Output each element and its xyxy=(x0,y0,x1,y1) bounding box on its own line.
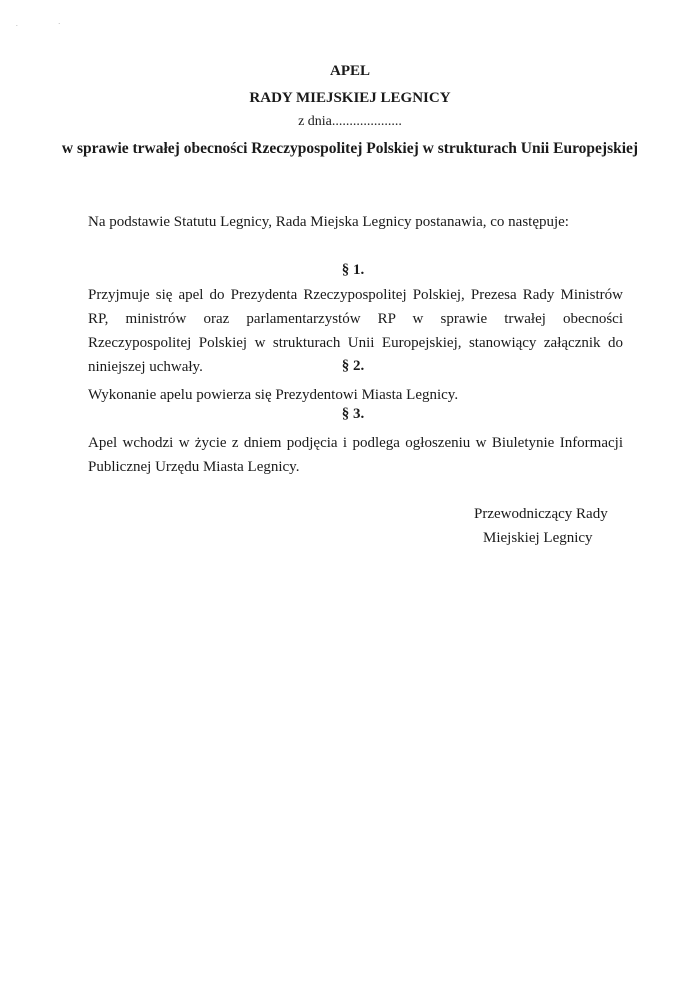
scan-speck: . xyxy=(16,20,18,28)
section-heading-1: § 1. xyxy=(341,262,365,278)
document-title: APEL xyxy=(329,63,370,79)
document-subject: w sprawie trwałej obecności Rzeczypospolitej Polskiej w strukturach Unii Europejskiej xyxy=(61,140,639,157)
section-heading-3: § 3. xyxy=(341,406,365,422)
section-text-2: Wykonanie apelu powierza się Prezydentowi Miasta Legnicy. xyxy=(88,387,459,403)
signature-title-line-1: Przewodniczący Rady xyxy=(474,506,608,522)
council-name: RADY MIEJSKIEJ LEGNICY xyxy=(249,90,451,106)
signature-title-line-2: Miejskiej Legnicy xyxy=(483,530,593,546)
section-heading-2: § 2. xyxy=(341,358,365,374)
scan-speck: · xyxy=(58,20,61,28)
date-line: z dnia.................... xyxy=(298,114,402,129)
section-text-1: Przyjmuje się apel do Prezydenta Rzeczypospolitej Polskiej, Prezesa Rady Ministrów RP, ministrów oraz parlamentarzystów RP w sprawie trwałej obecności Rzeczypospolitej Polskiej w strukturach Unii Europejskiej, stanowiący załącznik do niniejszej uchwały. xyxy=(88,287,623,375)
intro-paragraph: Na podstawie Statutu Legnicy, Rada Miejska Legnicy postanawia, co następuje: xyxy=(88,214,569,230)
section-text-3: Apel wchodzi w życie z dniem podjęcia i podlega ogłoszeniu w Biuletynie Informacji Publicznej Urzędu Miasta Legnicy. xyxy=(88,435,623,475)
